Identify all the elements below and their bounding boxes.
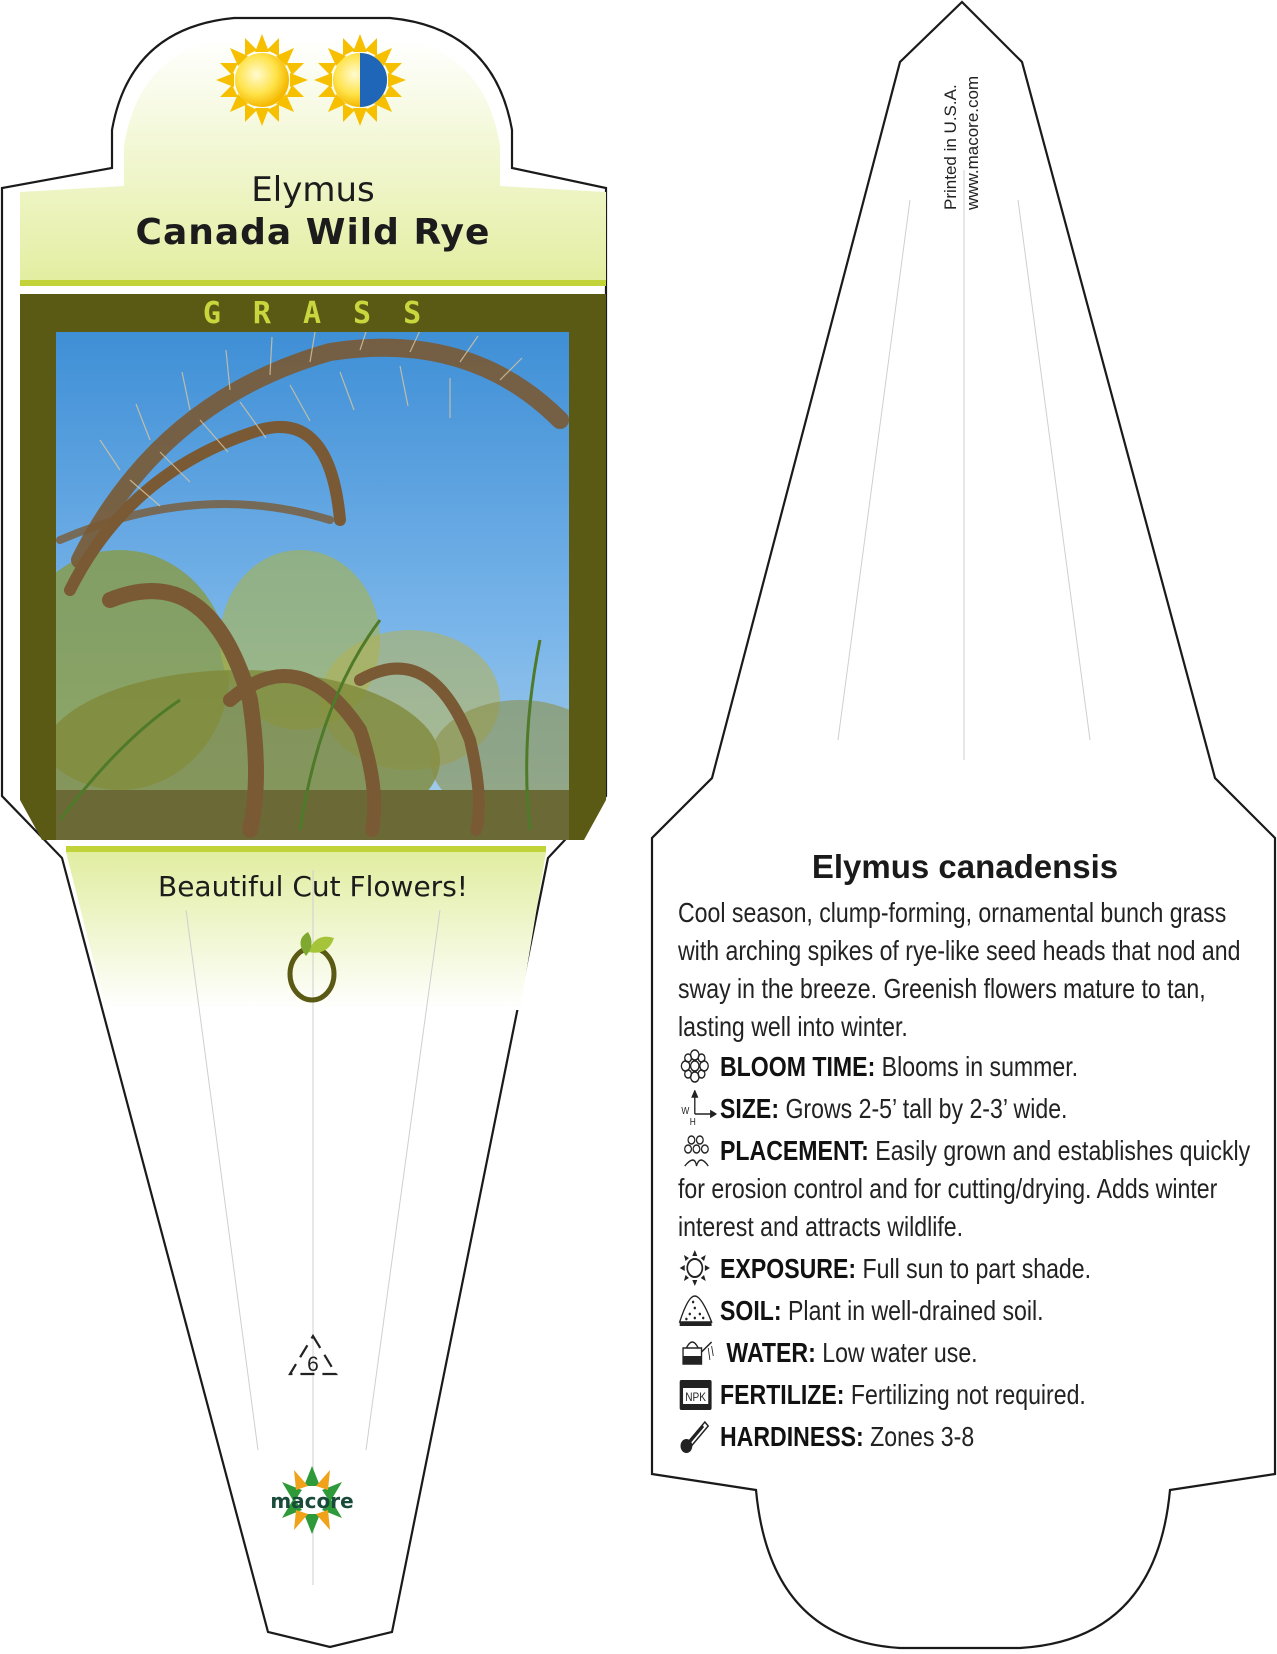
svg-text:H: H	[689, 1116, 696, 1126]
brand-name: macore	[270, 1489, 354, 1513]
bloom-value: Blooms in summer.	[875, 1051, 1079, 1082]
placement-value: Easily grown and establishes quickly for erosion control and for cutting/drying. Adds winter interest and attracts wildlife.	[678, 1135, 1251, 1242]
water-value: Low water use.	[815, 1337, 978, 1368]
attr-hardiness	[678, 1418, 974, 1456]
npk-icon	[678, 1376, 717, 1412]
watering-can-icon	[678, 1334, 717, 1370]
attr-placement	[678, 1132, 1258, 1246]
plant-description: Cool season, clump-forming, ornamental bunch grass with arching spikes of rye-like seed heads that nod and sway in the breeze. Greenish flowers mature to tan, lasting well into winter.	[678, 897, 1241, 1042]
attr-size	[678, 1090, 1067, 1128]
placement-label: PLACEMENT:	[720, 1135, 869, 1166]
fertilize-label: FERTILIZE:	[720, 1379, 845, 1410]
tagline: Beautiful Cut Flowers!	[157, 870, 469, 903]
attr-water	[678, 1334, 978, 1372]
lower-rule	[66, 846, 546, 852]
printed-line-1: Printed in U.S.A.	[941, 84, 960, 210]
svg-text:W: W	[681, 1105, 690, 1117]
size-value: Grows 2-5’ tall by 2-3’ wide.	[779, 1093, 1068, 1124]
attr-bloom-time	[678, 1048, 1078, 1086]
size-arrows-icon	[678, 1090, 717, 1126]
plant-cluster-icon	[678, 1132, 717, 1168]
npk-text: NPK	[685, 1391, 707, 1405]
printed-line-2: www.macore.com	[963, 75, 982, 210]
sun-outline-icon	[678, 1250, 717, 1286]
attr-soil	[678, 1292, 1044, 1330]
exposure-label: EXPOSURE:	[720, 1253, 857, 1284]
plant-category: GRASS	[202, 296, 454, 331]
recycle-code: 6	[307, 1353, 319, 1376]
hardiness-label: HARDINESS:	[720, 1421, 864, 1452]
hardiness-value: Zones 3-8	[863, 1421, 975, 1452]
genus-name: Elymus	[251, 170, 375, 210]
common-name: Canada Wild Rye	[135, 212, 491, 253]
exposure-value: Full sun to part shade.	[856, 1253, 1092, 1284]
soil-value: Plant in well-drained soil.	[781, 1295, 1044, 1326]
flower-icon	[678, 1048, 717, 1084]
printed-notice	[940, 76, 984, 210]
attr-fertilize	[678, 1376, 1086, 1414]
latin-name: Elymus canadensis	[811, 848, 1119, 885]
fertilize-value: Fertilizing not required.	[844, 1379, 1086, 1410]
header-rule	[20, 280, 606, 286]
soil-pile-icon	[678, 1292, 717, 1328]
size-label: SIZE:	[720, 1093, 780, 1124]
soil-label: SOIL:	[720, 1295, 782, 1326]
thermometer-icon	[678, 1418, 717, 1454]
bloom-label: BLOOM TIME:	[720, 1051, 876, 1082]
grass-photo	[10, 320, 610, 850]
water-label: WATER:	[720, 1337, 816, 1368]
attr-exposure	[678, 1250, 1091, 1288]
